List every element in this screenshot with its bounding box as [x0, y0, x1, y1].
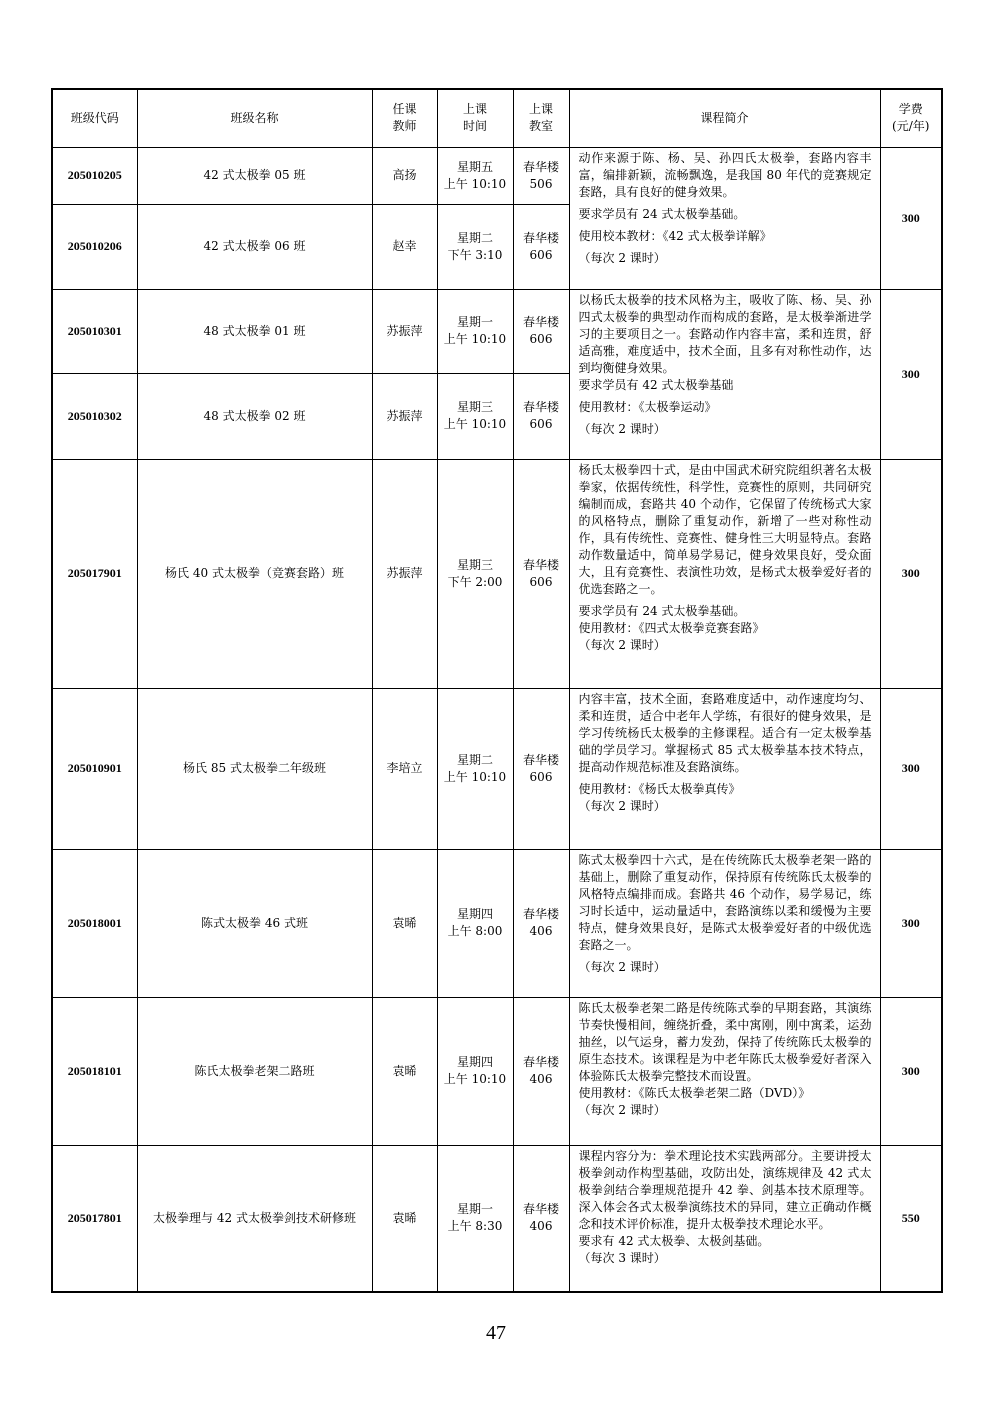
table-row	[52, 997, 942, 1145]
table-row	[52, 688, 942, 849]
teacher: 袁晞	[372, 849, 437, 997]
class-name: 太极拳理与 42 式太极拳剑技术研修班	[137, 1145, 372, 1292]
intro-hours: （每次 2 课时）	[578, 637, 666, 652]
tuition-fee: 300	[880, 289, 942, 459]
tuition-fee: 300	[880, 147, 942, 289]
course-intro	[569, 997, 880, 1145]
teacher: 苏振萍	[372, 459, 437, 688]
classroom: 春华楼 606	[513, 459, 569, 688]
intro-requirement: 要求学员有 24 式太极拳基础。	[578, 603, 746, 618]
tuition-fee: 300	[880, 688, 942, 849]
course-intro	[569, 688, 880, 849]
class-time: 星期四 上午 10:10	[437, 997, 513, 1145]
class-time: 星期三 上午 10:10	[437, 373, 513, 459]
header-fee: 学费 (元/年)	[880, 89, 942, 147]
tuition-fee: 550	[880, 1145, 942, 1292]
course-table	[51, 88, 943, 1293]
intro-textbook: 使用教材：《杨氏太极拳真传》	[578, 781, 741, 796]
intro-hours: （每次 2 课时）	[578, 1102, 666, 1117]
intro-text: 课程内容分为：拳术理论技术实践两部分。主要讲授太极拳剑动作构型基础，攻防出处，演练规律及 42 式太极拳剑结合拳理规范提升 42 拳、剑基本技术原理等。深入体会各式太极拳演练技术的异同，建立正确动作概念和技术评价标准，提升太极拳技术理论水平。	[578, 1148, 872, 1231]
class-time: 星期三 下午 2:00	[437, 459, 513, 688]
intro-text: 杨氏太极拳四十式，是由中国武术研究院组织著名太极拳家，依据传统性，科学性，竞赛性的原则，共同研究编制而成，套路共 40 个动作，它保留了传统杨式大家的风格特点，删除了重复动作，新增了一些对称性动作，具有传统性、竞赛性、健身性三大明显特点。套路动作数量适中，简单易学易记，健身效果良好，受众面大，且有竞赛性、表演性功效，是杨式太极拳爱好者的优选套路之一。	[578, 462, 872, 596]
class-name: 杨氏 40 式太极拳（竞赛套路）班	[137, 459, 372, 688]
table-row	[52, 147, 942, 204]
intro-hours: （每次 2 课时）	[578, 421, 666, 436]
class-name: 陈氏太极拳老架二路班	[137, 997, 372, 1145]
header-row	[52, 89, 942, 147]
intro-requirement: 要求学员有 24 式太极拳基础。	[578, 206, 746, 221]
course-intro	[569, 459, 880, 688]
class-time: 星期一 上午 8:30	[437, 1145, 513, 1292]
class-name: 48 式太极拳 02 班	[137, 373, 372, 459]
tuition-fee: 300	[880, 459, 942, 688]
tuition-fee: 300	[880, 849, 942, 997]
intro-hours: （每次 2 课时）	[578, 959, 666, 974]
class-name: 42 式太极拳 06 班	[137, 204, 372, 289]
class-code: 205010302	[52, 373, 137, 459]
classroom: 春华楼 606	[513, 688, 569, 849]
intro-text: 陈式太极拳四十六式，是在传统陈氏太极拳老架一路的基础上，删除了重复动作，保持原有传统陈氏太极拳的风格特点编排而成。套路共 46 个动作，易学易记，练习时长适中，运动量适中，套路演练以柔和缓慢为主要特点，健身效果良好，是陈式太极拳爱好者的中级优选套路之一。	[578, 852, 872, 952]
header-name: 班级名称	[137, 89, 372, 147]
course-intro	[569, 849, 880, 997]
class-code: 205017801	[52, 1145, 137, 1292]
class-time: 星期二 上午 10:10	[437, 688, 513, 849]
class-code: 205017901	[52, 459, 137, 688]
intro-requirement: 要求学员有 42 式太极拳基础	[578, 377, 734, 392]
classroom: 春华楼 606	[513, 204, 569, 289]
class-time: 星期一 上午 10:10	[437, 289, 513, 373]
teacher: 赵幸	[372, 204, 437, 289]
course-intro	[569, 289, 880, 459]
class-time: 星期五 上午 10:10	[437, 147, 513, 204]
class-time: 星期四 上午 8:00	[437, 849, 513, 997]
intro-textbook: 使用校本教材：《42 式太极拳详解》	[578, 228, 772, 243]
intro-hours: （每次 3 课时）	[578, 1250, 666, 1265]
classroom: 春华楼 406	[513, 1145, 569, 1292]
teacher: 高扬	[372, 147, 437, 204]
teacher: 苏振萍	[372, 289, 437, 373]
table-row	[52, 289, 942, 373]
classroom: 春华楼 406	[513, 849, 569, 997]
classroom: 春华楼 506	[513, 147, 569, 204]
intro-textbook: 使用教材：《陈氏太极拳老架二路（DVD）》	[578, 1085, 811, 1100]
intro-requirement: 要求有 42 式太极拳、太极剑基础。	[578, 1233, 770, 1248]
intro-hours: （每次 2 课时）	[578, 798, 666, 813]
intro-textbook: 使用教材：《四式太极拳竞赛套路》	[578, 620, 765, 635]
teacher: 袁晞	[372, 997, 437, 1145]
intro-text: 以杨氏太极拳的技术风格为主，吸收了陈、杨、吴、孙四式太极拳的典型动作而构成的套路，是太极拳渐进学习的主要项目之一。套路动作内容丰富，柔和连贯，舒适高雅，难度适中，技术全面，且多有对称性动作，达到均衡健身效果。	[578, 292, 872, 375]
header-room: 上课 教室	[513, 89, 569, 147]
classroom: 春华楼 606	[513, 373, 569, 459]
class-code: 205018101	[52, 997, 137, 1145]
class-name: 48 式太极拳 01 班	[137, 289, 372, 373]
class-code: 205010901	[52, 688, 137, 849]
intro-textbook: 使用教材：《太极拳运动》	[578, 399, 717, 414]
class-code: 205010206	[52, 204, 137, 289]
class-time: 星期二 下午 3:10	[437, 204, 513, 289]
table-row	[52, 459, 942, 688]
course-intro	[569, 1145, 880, 1292]
intro-text: 动作来源于陈、杨、吴、孙四氏太极拳，套路内容丰富，编排新颖，流畅飘逸，是我国 80 年代的竞赛规定套路，具有良好的健身效果。	[578, 150, 872, 199]
tuition-fee: 300	[880, 997, 942, 1145]
class-name: 杨氏 85 式太极拳二年级班	[137, 688, 372, 849]
teacher: 苏振萍	[372, 373, 437, 459]
class-code: 205010205	[52, 147, 137, 204]
classroom: 春华楼 606	[513, 289, 569, 373]
teacher: 袁晞	[372, 1145, 437, 1292]
teacher: 李培立	[372, 688, 437, 849]
class-code: 205010301	[52, 289, 137, 373]
table-row	[52, 1145, 942, 1292]
class-code: 205018001	[52, 849, 137, 997]
intro-hours: （每次 2 课时）	[578, 250, 666, 265]
header-time: 上课 时间	[437, 89, 513, 147]
class-name: 陈式太极拳 46 式班	[137, 849, 372, 997]
header-intro: 课程简介	[569, 89, 880, 147]
course-intro	[569, 147, 880, 289]
header-teacher: 任课 教师	[372, 89, 437, 147]
classroom: 春华楼 406	[513, 997, 569, 1145]
page-number: 47	[486, 1322, 506, 1344]
header-code: 班级代码	[52, 89, 137, 147]
table-row	[52, 849, 942, 997]
intro-text: 内容丰富，技术全面，套路难度适中，动作速度均匀、柔和连贯，适合中老年人学练，有很好的健身效果，是学习传统杨氏太极拳的主修课程。适合有一定太极拳基础的学员学习。掌握杨式 85 式太极拳基本技术特点，提高动作规范标准及套路演练。	[578, 691, 872, 774]
class-name: 42 式太极拳 05 班	[137, 147, 372, 204]
intro-text: 陈氏太极拳老架二路是传统陈式拳的早期套路，其演练节奏快慢相间，缠绕折叠，柔中寓刚，刚中寓柔，运劲抽丝，以气运身，蓄力发劲，保持了传统陈氏太极拳的原生态技术。该课程是为中老年陈氏太极拳爱好者深入体验陈氏太极拳完整技术而设置。	[578, 1000, 872, 1083]
